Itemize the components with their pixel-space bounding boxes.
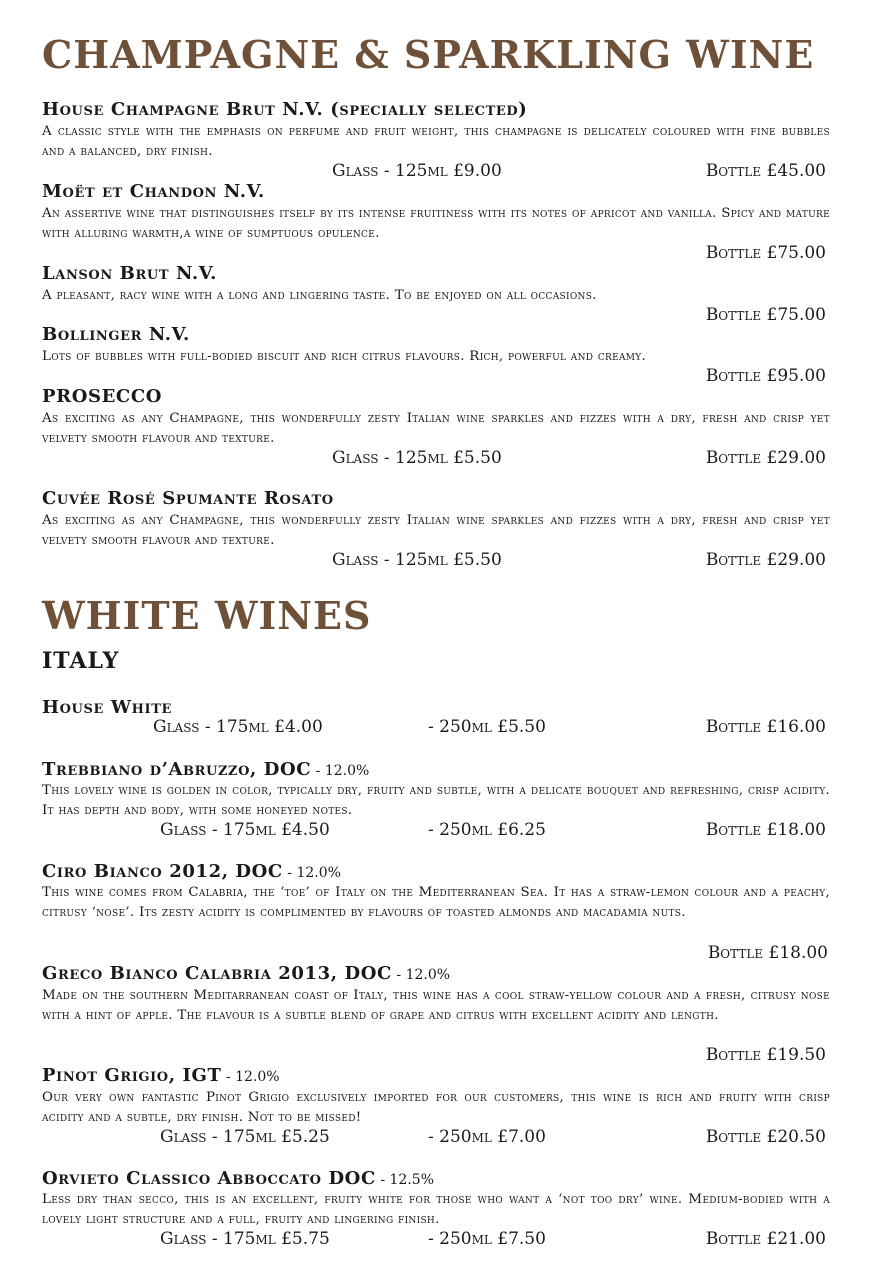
wine-desc-ciro: This wine comes from Calabria, the ‘toe’ of Italy on the Mediterranean Sea. It has a straw-lemon colour and a peachy, citrusy ‘nose’. Its zesty acidity is complimented by flavours of toasted almonds and macadamia nuts. [42, 885, 830, 920]
wine-title-trebbiano: Trebbiano d’Abruzzo, DOC [42, 759, 312, 780]
wine-name-greco [42, 965, 450, 983]
glass-price-orvieto: Glass - 175ml £5.75 [160, 1229, 330, 1249]
wine-desc-moet: An assertive wine that distinguishes itself by its intense fruitiness with its notes of apricot and vanilla. Spicy and mature with alluring warmth,a wine of sumptuous opulence. [42, 206, 830, 241]
wine-name-prosecco: PROSECCO [42, 386, 163, 407]
glass-price-pinot: Glass - 175ml £5.25 [160, 1127, 330, 1147]
wine-title-ciro: Ciro Bianco 2012, DOC [42, 861, 283, 882]
wine-name-orvieto [42, 1170, 434, 1188]
wine-name-ciro [42, 863, 341, 881]
bottle-price-house-white: Bottle £16.00 [705, 717, 826, 737]
wine-desc-orvieto: Less dry than secco, this is an excellent, fruity white for those who want a ‘not too dry’ wine. Medium-bodied with a lovely light structure and a full, fruity and lingering finish. [42, 1192, 830, 1227]
large-price-house-white: - 250ml £5.50 [428, 717, 546, 737]
bottle-price-orvieto: Bottle £21.00 [705, 1229, 826, 1249]
bottle-price-greco: Bottle £19.50 [705, 1045, 826, 1065]
bottle-price-moet: Bottle £75.00 [705, 243, 826, 263]
glass-price-cuvee: Glass - 125ml £5.50 [332, 550, 502, 570]
wine-name-house-white: House White [42, 697, 172, 718]
wine-abv-greco: - 12.0% [391, 967, 451, 983]
bottle-price-cuvee: Bottle £29.00 [705, 550, 826, 570]
wine-title-pinot: Pinot Grigio, IGT [42, 1065, 222, 1086]
bottle-price-pinot: Bottle £20.50 [705, 1127, 826, 1147]
wine-name-lanson: Lanson Brut N.V. [42, 263, 218, 284]
section-title-white: WHITE WINES [42, 593, 372, 638]
wine-abv-trebbiano: - 12.0% [311, 763, 370, 779]
wine-name-house-champagne: House Champagne Brut N.V. (specially selected) [42, 99, 528, 120]
region-italy: ITALY [42, 648, 120, 674]
wine-abv-orvieto: - 12.5% [375, 1172, 434, 1188]
glass-price-house-white: Glass - 175ml £4.00 [153, 717, 323, 737]
wine-desc-trebbiano: This lovely wine is golden in color, typically dry, fruity and subtle, with a delicate bouquet and refreshing, crisp acidity. It has depth and body, with some honeyed notes. [42, 783, 830, 818]
glass-price-house-champagne: Glass - 125ml £9.00 [332, 161, 502, 181]
bottle-price-ciro: Bottle £18.00 [707, 943, 828, 963]
wine-name-cuvee: Cuvée Rosé Spumante Rosato [42, 488, 334, 509]
glass-price-prosecco: Glass - 125ml £5.50 [332, 448, 502, 468]
bottle-price-prosecco: Bottle £29.00 [705, 448, 826, 468]
wine-name-bollinger: Bollinger N.V. [42, 324, 190, 345]
large-price-orvieto: - 250ml £7.50 [428, 1229, 546, 1249]
wine-abv-ciro: - 12.0% [282, 865, 341, 881]
large-price-trebbiano: - 250ml £6.25 [428, 820, 546, 840]
wine-desc-cuvee: As exciting as any Champagne, this wonderfully zesty Italian wine sparkles and fizzes with a dry, fresh and crisp yet velvety smooth flavour and texture. [42, 513, 830, 548]
bottle-price-bollinger: Bottle £95.00 [705, 366, 826, 386]
large-price-pinot: - 250ml £7.00 [428, 1127, 546, 1147]
bottle-price-trebbiano: Bottle £18.00 [705, 820, 826, 840]
bottle-price-lanson: Bottle £75.00 [705, 305, 826, 325]
wine-desc-lanson: A pleasant, racy wine with a long and lingering taste. To be enjoyed on all occasions. [42, 288, 597, 303]
wine-name-moet: Moët et Chandon N.V. [42, 181, 265, 202]
wine-desc-pinot: Our very own fantastic Pinot Grigio exclusively imported for our customers, this wine is rich and fruity with crisp acidity and a subtle, dry finish. Not to be missed! [42, 1090, 830, 1125]
bottle-price-house-champagne: Bottle £45.00 [705, 161, 826, 181]
wine-title-greco: Greco Bianco Calabria 2013, DOC [42, 963, 392, 984]
glass-price-trebbiano: Glass - 175ml £4.50 [160, 820, 330, 840]
wine-abv-pinot: - 12.0% [221, 1069, 280, 1085]
section-title-sparkling: CHAMPAGNE & SPARKLING WINE [42, 32, 815, 77]
wine-desc-prosecco: As exciting as any Champagne, this wonderfully zesty Italian wine sparkles and fizzes with a dry, fresh and crisp yet velvety smooth flavour and texture. [42, 411, 830, 446]
wine-name-pinot [42, 1067, 280, 1085]
wine-title-orvieto: Orvieto Classico Abboccato DOC [42, 1168, 376, 1189]
wine-desc-bollinger: Lots of bubbles with full-bodied biscuit and rich citrus flavours. Rich, powerful and creamy. [42, 349, 647, 364]
wine-name-trebbiano [42, 761, 369, 779]
wine-desc-greco: Made on the southern Meditarranean coast of Italy, this wine has a cool straw-yellow colour and a fresh, citrusy nose with a hint of apple. The flavour is a subtle blend of grape and citrus with excellent acidity and length. [42, 988, 830, 1023]
wine-desc-house-champagne: A classic style with the emphasis on perfume and fruit weight, this champagne is delicately coloured with fine bubbles and a balanced, dry finish. [42, 124, 830, 159]
